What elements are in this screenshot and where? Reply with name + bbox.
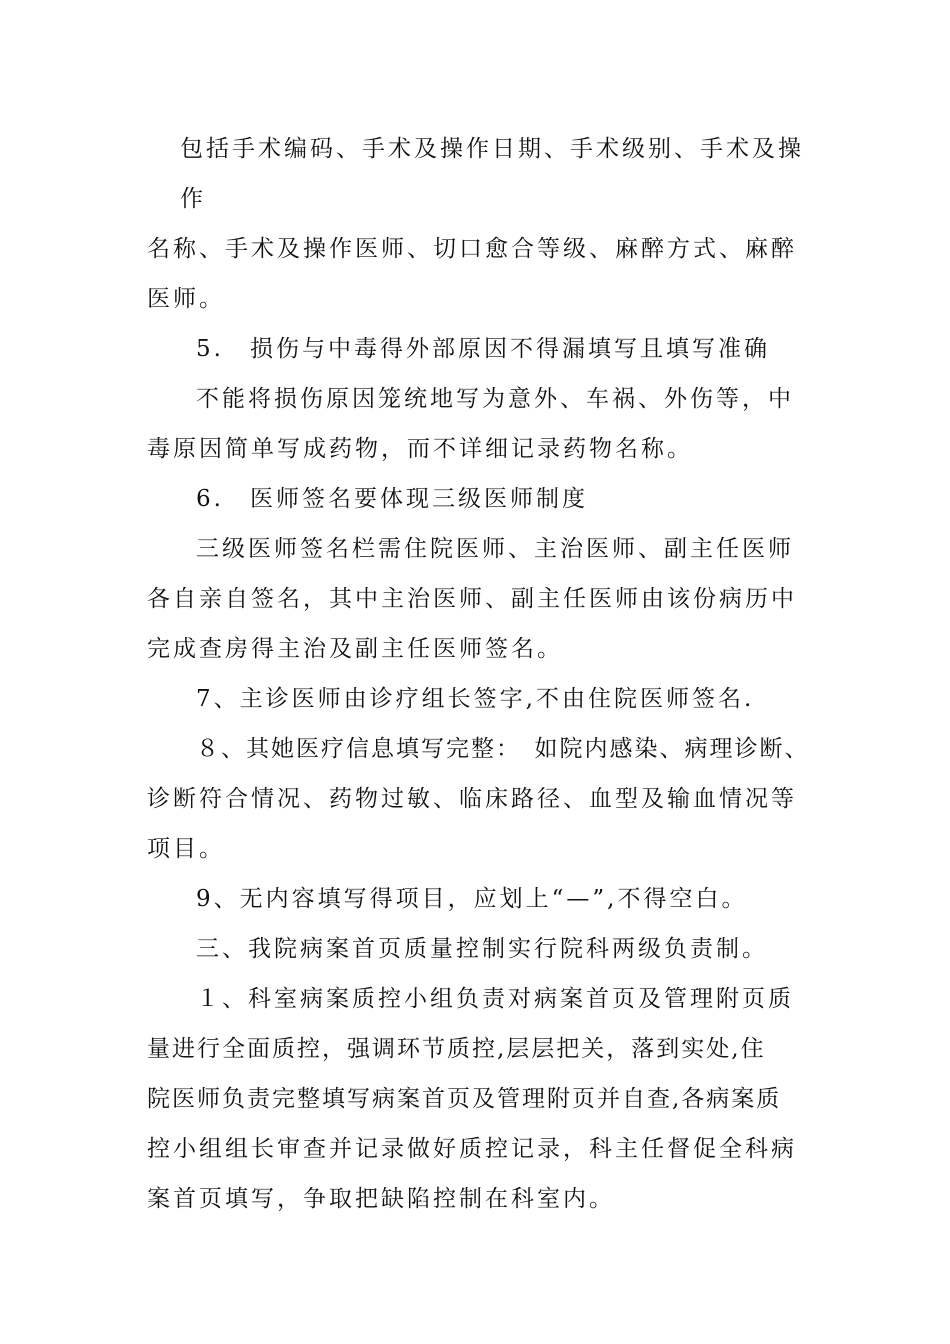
text-line: 作 bbox=[180, 186, 206, 212]
text-line: 6. 医师签名要体现三级医师制度 bbox=[196, 486, 588, 512]
text-line: 不能将损伤原因笼统地写为意外、车祸、外伤等，中 bbox=[196, 386, 794, 412]
text-line: 三级医师签名栏需住院医师、主治医师、副主任医师 bbox=[196, 536, 794, 562]
text-line: 量进行全面质控，强调环节质控,层层把关，落到实处,住 bbox=[147, 1036, 766, 1062]
text-line: 完成查房得主治及副主任医师签名。 bbox=[147, 636, 563, 662]
text-line: 院医师负责完整填写病案首页及管理附页并自查,各病案质 bbox=[147, 1086, 782, 1112]
text-line: ８、其她医疗信息填写完整： 如院内感染、病理诊断、 bbox=[196, 736, 810, 762]
text-line: 9、无内容填写得项目，应划上“—”,不得空白。 bbox=[196, 886, 748, 912]
text-line: 诊断符合情况、药物过敏、临床路径、血型及输血情况等 bbox=[147, 786, 797, 812]
text-line: 三、我院病案首页质量控制实行院科两级负责制。 bbox=[196, 936, 768, 962]
text-line: 7、主诊医师由诊疗组长签字,不由住院医师签名. bbox=[196, 686, 755, 712]
text-line: 5. 损伤与中毒得外部原因不得漏填写且填写准确 bbox=[196, 336, 770, 362]
text-line: 案首页填写，争取把缺陷控制在科室内。 bbox=[147, 1186, 615, 1212]
text-line: 项目。 bbox=[147, 836, 225, 862]
text-line: 控小组组长审查并记录做好质控记录，科主任督促全科病 bbox=[147, 1136, 797, 1162]
text-line: １、科室病案质控小组负责对病案首页及管理附页质 bbox=[196, 986, 794, 1012]
text-line: 医师。 bbox=[147, 286, 225, 312]
text-line: 包括手术编码、手术及操作日期、手术级别、手术及操 bbox=[180, 136, 804, 162]
text-line: 名称、手术及操作医师、切口愈合等级、麻醉方式、麻醉 bbox=[147, 236, 797, 262]
text-line: 各自亲自签名，其中主治医师、副主任医师由该份病历中 bbox=[147, 586, 797, 612]
text-line: 毒原因简单写成药物，而不详细记录药物名称。 bbox=[147, 436, 693, 462]
